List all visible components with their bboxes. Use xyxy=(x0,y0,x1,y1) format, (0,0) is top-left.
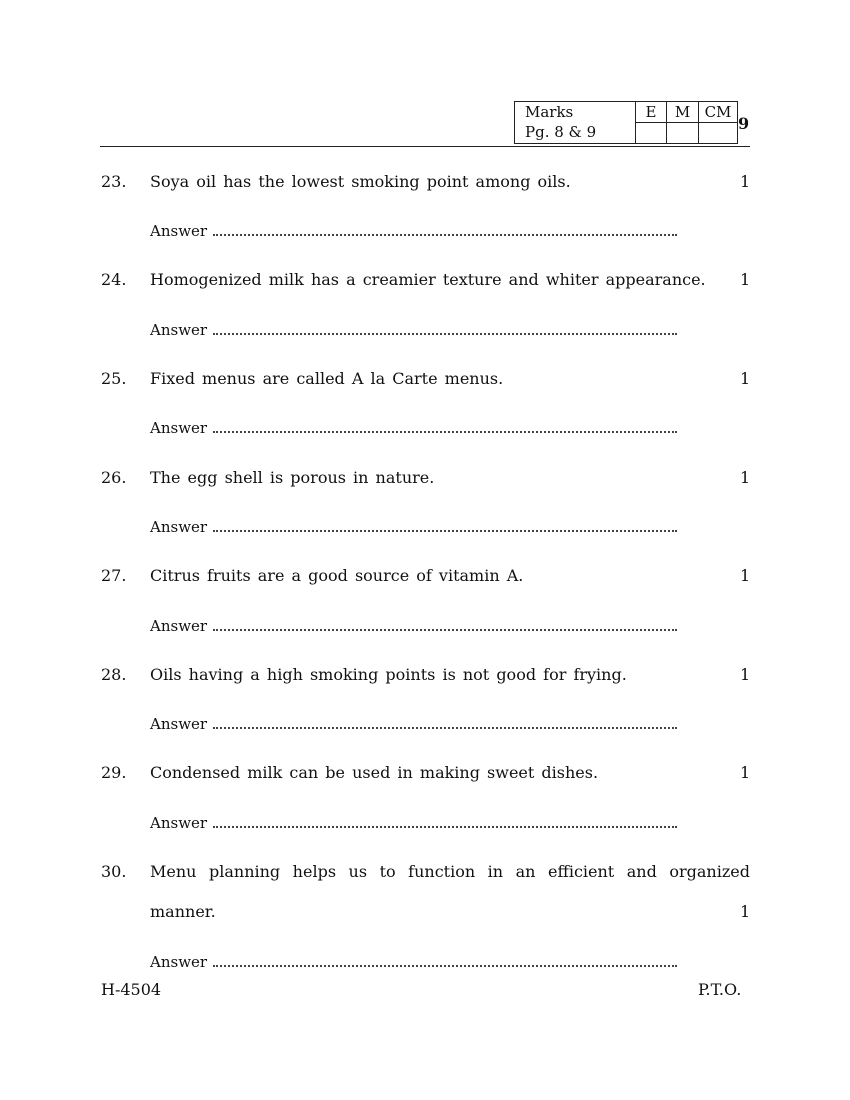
header-rule xyxy=(100,146,750,147)
question-text: Fixed menus are called A la Carte menus. xyxy=(150,369,504,388)
answer-dots xyxy=(213,822,677,828)
answer-label: Answer xyxy=(150,419,208,437)
question-text: Oils having a high smoking points is not good for frying. xyxy=(150,665,627,684)
question-number: 23. xyxy=(101,172,127,191)
question-number: 27. xyxy=(101,566,127,585)
question-number: 24. xyxy=(101,270,127,289)
question-marks: 1 xyxy=(740,270,751,289)
question-text: Soya oil has the lowest smoking point among oils. xyxy=(150,172,571,191)
question-marks: 1 xyxy=(740,763,751,782)
answer-line-25[interactable] xyxy=(150,419,677,437)
col-m-header: M xyxy=(667,102,699,123)
question-text: Condensed milk can be used in making sweet dishes. xyxy=(150,763,599,782)
col-m-cell xyxy=(667,123,699,144)
answer-dots xyxy=(213,961,677,967)
question-marks: 1 xyxy=(740,172,751,191)
answer-line-27[interactable] xyxy=(150,617,677,635)
answer-line-29[interactable] xyxy=(150,814,677,832)
answer-dots xyxy=(213,526,677,532)
col-cm-cell xyxy=(699,123,738,144)
question-marks: 1 xyxy=(740,902,751,921)
question-number: 26. xyxy=(101,468,127,487)
answer-dots xyxy=(213,329,677,335)
question-marks: 1 xyxy=(740,369,751,388)
question-marks: 1 xyxy=(740,468,751,487)
answer-dots xyxy=(213,625,677,631)
answer-label: Answer xyxy=(150,617,208,635)
answer-dots xyxy=(213,230,677,236)
pto-label: P.T.O. xyxy=(698,980,742,999)
marks-table xyxy=(514,101,738,144)
question-number: 25. xyxy=(101,369,127,388)
question-number: 28. xyxy=(101,665,127,684)
answer-dots xyxy=(213,723,677,729)
question-marks: 1 xyxy=(740,665,751,684)
answer-line-30[interactable] xyxy=(150,953,677,971)
question-text: Homogenized milk has a creamier texture and whiter appearance. xyxy=(150,270,706,289)
paper-code: H-4504 xyxy=(101,980,162,999)
answer-line-28[interactable] xyxy=(150,715,677,733)
question-marks: 1 xyxy=(740,566,751,585)
page-number: 9 xyxy=(738,114,750,133)
answer-label: Answer xyxy=(150,222,208,240)
marks-label: Marks xyxy=(515,102,636,123)
answer-line-23[interactable] xyxy=(150,222,677,240)
col-e-header: E xyxy=(636,102,667,123)
question-text: Citrus fruits are a good source of vitamin A. xyxy=(150,566,524,585)
col-e-cell xyxy=(636,123,667,144)
answer-label: Answer xyxy=(150,518,208,536)
answer-label: Answer xyxy=(150,953,208,971)
question-text-line2: manner. xyxy=(150,902,216,921)
question-text: The egg shell is porous in nature. xyxy=(150,468,435,487)
answer-label: Answer xyxy=(150,715,208,733)
answer-line-24[interactable] xyxy=(150,321,677,339)
answer-label: Answer xyxy=(150,321,208,339)
answer-label: Answer xyxy=(150,814,208,832)
question-number: 30. xyxy=(101,862,127,881)
col-cm-header: CM xyxy=(699,102,738,123)
answer-dots xyxy=(213,427,677,433)
answer-line-26[interactable] xyxy=(150,518,677,536)
question-number: 29. xyxy=(101,763,127,782)
question-text-line1: Menu planning helps us to function in an efficient and organized xyxy=(150,862,750,881)
pages-label: Pg. 8 & 9 xyxy=(515,123,636,144)
